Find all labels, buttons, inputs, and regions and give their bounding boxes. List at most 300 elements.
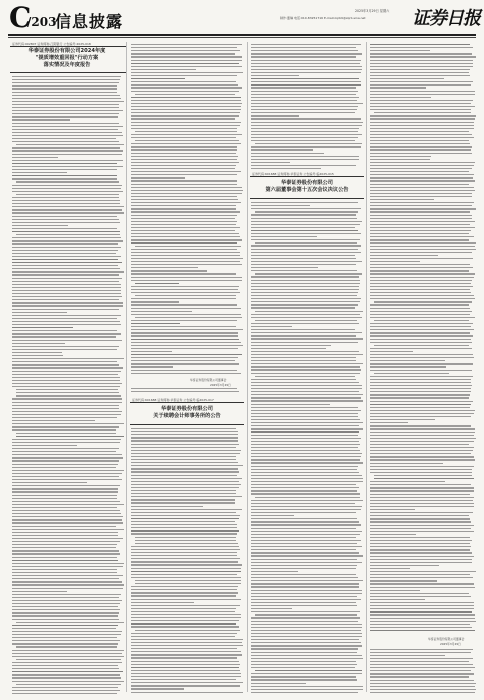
body-text-line xyxy=(131,561,238,562)
body-text-line xyxy=(370,453,471,454)
announcement-title-line: 华泰证券股份有限公司2024年度 xyxy=(28,48,106,54)
body-text-line xyxy=(12,318,117,319)
body-text-line xyxy=(370,236,474,237)
body-text-line xyxy=(251,205,310,206)
body-text-line xyxy=(370,456,474,457)
body-text-line xyxy=(12,488,118,489)
body-text-line xyxy=(370,348,472,349)
signature-company: 华泰证券股份有限公司董事会 xyxy=(428,637,465,641)
body-text-line xyxy=(12,445,77,446)
body-text-line xyxy=(131,81,236,82)
body-text-line xyxy=(251,63,360,64)
body-text-line xyxy=(135,246,241,247)
body-text-line xyxy=(370,97,431,98)
body-text-line xyxy=(131,224,236,225)
body-text-line xyxy=(135,131,237,132)
title-rule xyxy=(10,46,126,47)
body-text-line xyxy=(251,543,357,544)
body-text-line xyxy=(12,634,121,635)
body-text-line xyxy=(370,308,470,309)
body-text-line xyxy=(251,444,360,445)
body-text-line xyxy=(131,506,203,507)
body-text-line xyxy=(255,376,355,377)
body-text-line xyxy=(12,150,123,151)
body-text-line xyxy=(131,227,240,228)
body-text-line xyxy=(251,140,355,141)
body-text-line xyxy=(135,283,179,284)
body-text-line xyxy=(12,550,119,551)
body-text-line xyxy=(131,370,237,371)
body-text-line xyxy=(131,137,236,138)
body-text-line xyxy=(12,563,124,564)
body-text-line xyxy=(131,667,239,668)
body-text-line xyxy=(12,454,122,455)
body-text-line xyxy=(251,621,358,622)
body-text-line xyxy=(131,270,207,271)
body-text-line xyxy=(131,236,240,237)
body-text-line xyxy=(12,460,119,461)
body-text-line xyxy=(131,63,239,64)
body-text-line xyxy=(12,519,122,520)
body-text-line xyxy=(131,125,240,126)
body-text-line xyxy=(12,637,117,638)
body-text-line xyxy=(370,47,473,48)
announcement-code-line: 证券代码:002807 证券简称:江阴银行 公告编号:2025-018 xyxy=(12,42,91,46)
body-text-line xyxy=(12,197,119,198)
body-text-line xyxy=(370,342,472,343)
body-text-line xyxy=(12,640,120,641)
body-text-line xyxy=(251,47,356,48)
body-text-line xyxy=(251,388,362,389)
body-text-line xyxy=(370,208,476,209)
body-text-line xyxy=(12,591,67,592)
body-text-line xyxy=(251,94,356,95)
body-text-line xyxy=(370,537,470,538)
body-text-line xyxy=(251,655,362,656)
body-text-line xyxy=(370,422,408,423)
body-text-line xyxy=(12,513,121,514)
body-text-line xyxy=(12,166,123,167)
page-header xyxy=(0,0,484,46)
body-text-line xyxy=(12,507,117,508)
body-text-line xyxy=(131,592,238,593)
body-text-line xyxy=(251,106,358,107)
body-text-line xyxy=(131,177,185,178)
body-text-line xyxy=(131,568,241,569)
body-text-line xyxy=(251,435,358,436)
body-text-line xyxy=(370,614,475,615)
body-text-line xyxy=(131,357,238,358)
body-text-line xyxy=(12,501,120,502)
body-text-line xyxy=(12,110,123,111)
body-text-line xyxy=(135,317,242,318)
body-text-line xyxy=(131,484,241,485)
body-text-line xyxy=(12,271,124,272)
body-text-line xyxy=(370,599,425,600)
body-text-line xyxy=(370,332,470,333)
body-text-line xyxy=(370,329,474,330)
body-text-line xyxy=(370,664,473,665)
header-rule xyxy=(8,34,476,36)
body-text-line xyxy=(12,364,119,365)
body-text-line xyxy=(12,402,122,403)
body-text-line xyxy=(12,690,120,691)
body-text-line xyxy=(251,289,359,290)
body-text-line xyxy=(135,543,238,544)
body-text-line xyxy=(251,397,361,398)
body-text-line xyxy=(370,481,445,482)
body-text-line xyxy=(12,569,117,570)
body-text-line xyxy=(251,304,358,305)
body-text-line xyxy=(251,264,356,265)
body-text-line xyxy=(12,113,119,114)
body-text-line xyxy=(12,442,120,443)
body-text-line xyxy=(251,332,362,333)
body-text-line xyxy=(370,184,469,185)
title-rule xyxy=(250,198,364,199)
body-text-line xyxy=(251,60,361,61)
body-text-line xyxy=(12,92,117,93)
body-text-line xyxy=(12,265,118,266)
body-text-line xyxy=(251,484,356,485)
body-text-line xyxy=(370,531,474,532)
body-text-line xyxy=(370,128,474,129)
body-text-line xyxy=(131,586,238,587)
body-text-line xyxy=(251,611,360,612)
body-text-line xyxy=(251,329,355,330)
body-text-line xyxy=(370,658,473,659)
body-text-line xyxy=(370,125,474,126)
body-text-line xyxy=(12,467,116,468)
body-text-line xyxy=(131,258,243,259)
body-text-line xyxy=(12,628,116,629)
body-text-line xyxy=(370,267,473,268)
body-text-line xyxy=(370,292,471,293)
body-text-line xyxy=(370,388,471,389)
body-text-line xyxy=(12,665,118,666)
body-text-line xyxy=(12,578,119,579)
body-text-line xyxy=(131,490,236,491)
body-text-line xyxy=(131,574,237,575)
body-text-line xyxy=(251,218,357,219)
body-text-line xyxy=(370,242,476,243)
body-text-line xyxy=(12,464,118,465)
body-text-line xyxy=(370,177,473,178)
body-text-line xyxy=(12,498,117,499)
body-text-line xyxy=(12,479,122,480)
body-text-line xyxy=(255,143,362,144)
body-text-line xyxy=(12,287,121,288)
header-rule-thin xyxy=(8,37,476,38)
body-text-line xyxy=(131,648,237,649)
body-text-line xyxy=(12,451,116,452)
body-text-line xyxy=(251,84,361,85)
body-text-line xyxy=(370,565,439,566)
body-text-line xyxy=(12,225,68,226)
body-text-line xyxy=(251,552,359,553)
body-text-line xyxy=(370,376,473,377)
body-text-line xyxy=(131,360,235,361)
body-text-line xyxy=(251,404,330,405)
body-text-line xyxy=(12,175,117,176)
body-text-line xyxy=(12,346,119,347)
body-text-line xyxy=(370,174,474,175)
body-text-line xyxy=(131,187,242,188)
title-rule xyxy=(250,176,364,177)
body-text-line xyxy=(251,373,360,374)
body-text-line xyxy=(12,650,124,651)
body-text-line xyxy=(12,330,117,331)
body-text-line xyxy=(251,125,362,126)
body-text-line xyxy=(251,493,360,494)
body-text-line xyxy=(131,502,235,503)
body-text-line xyxy=(251,596,357,597)
body-text-line xyxy=(131,56,242,57)
body-text-line xyxy=(370,283,471,284)
body-text-line xyxy=(131,428,236,429)
body-text-line xyxy=(251,565,357,566)
body-text-line xyxy=(251,118,361,119)
body-text-line xyxy=(370,165,474,166)
body-text-line xyxy=(370,562,472,563)
body-text-line xyxy=(131,165,236,166)
body-text-line xyxy=(251,633,362,634)
body-text-line xyxy=(131,679,236,680)
body-text-line xyxy=(131,440,238,441)
body-text-line xyxy=(131,75,237,76)
body-text-line xyxy=(370,103,471,104)
body-text-line xyxy=(370,298,475,299)
announcement-title xyxy=(250,180,364,194)
body-text-line xyxy=(131,87,242,88)
body-text-line xyxy=(12,256,121,257)
body-text-line xyxy=(251,503,355,504)
body-text-line xyxy=(12,405,119,406)
body-text-line xyxy=(370,273,475,274)
body-text-line xyxy=(12,588,123,589)
body-text-line xyxy=(370,689,476,690)
body-text-line xyxy=(131,280,242,281)
body-text-line xyxy=(131,391,239,392)
body-text-line xyxy=(12,200,120,201)
body-text-line xyxy=(131,329,243,330)
body-text-line xyxy=(370,630,475,631)
body-text-line xyxy=(370,146,472,147)
body-text-line xyxy=(370,484,471,485)
body-text-line xyxy=(131,366,173,367)
body-text-line xyxy=(251,81,361,82)
body-text-line xyxy=(370,84,471,85)
body-text-line xyxy=(370,692,475,693)
body-text-line xyxy=(12,414,121,415)
body-text-line xyxy=(370,366,446,367)
body-text-line xyxy=(131,552,237,553)
body-text-line xyxy=(12,76,121,77)
body-text-line xyxy=(255,614,357,615)
announcement-title-line: "提质增效重回报"行动方案 xyxy=(35,55,99,61)
body-text-line xyxy=(370,106,475,107)
body-text-line xyxy=(370,230,471,231)
body-text-line xyxy=(251,162,290,163)
body-text-line xyxy=(131,354,242,355)
body-text-line xyxy=(374,112,471,113)
body-text-line xyxy=(251,605,357,606)
body-text-line xyxy=(12,398,122,399)
body-text-line xyxy=(251,53,362,54)
body-text-line xyxy=(131,351,172,352)
body-text-line xyxy=(12,386,120,387)
body-text-line xyxy=(12,560,118,561)
body-text-line xyxy=(251,270,357,271)
body-text-line xyxy=(12,408,119,409)
body-text-line xyxy=(251,599,361,600)
body-text-line xyxy=(251,159,359,160)
body-text-line xyxy=(12,476,119,477)
body-text-line xyxy=(370,81,473,82)
body-text-line xyxy=(370,649,473,650)
body-text-line xyxy=(12,557,117,558)
body-text-line xyxy=(370,211,470,212)
body-text-line xyxy=(12,485,120,486)
body-text-line xyxy=(251,577,358,578)
body-text-line xyxy=(131,533,237,534)
body-text-line xyxy=(370,131,469,132)
body-text-line xyxy=(12,172,67,173)
body-text-line xyxy=(131,118,235,119)
body-text-line xyxy=(370,407,470,408)
body-text-line xyxy=(131,128,237,129)
body-text-line xyxy=(251,661,356,662)
body-text-line xyxy=(16,389,118,390)
body-text-line xyxy=(12,600,122,601)
body-text-line xyxy=(12,532,118,533)
body-text-line xyxy=(12,290,121,291)
body-text-line xyxy=(251,69,362,70)
body-text-line xyxy=(251,236,317,237)
announcement-title-line: 第六届董事会第十五次会议决议公告 xyxy=(265,187,349,193)
body-text-line xyxy=(131,304,237,305)
body-text-line xyxy=(12,429,116,430)
body-text-line xyxy=(12,417,117,418)
body-text-line xyxy=(370,118,475,119)
body-text-line xyxy=(131,78,185,79)
body-text-line xyxy=(370,193,472,194)
body-text-line xyxy=(131,373,241,374)
body-text-line xyxy=(12,597,119,598)
body-text-line xyxy=(370,608,474,609)
body-text-line xyxy=(12,687,118,688)
body-text-line xyxy=(251,233,361,234)
body-text-line xyxy=(12,274,119,275)
body-text-line xyxy=(251,540,361,541)
body-text-line xyxy=(370,655,445,656)
body-text-line xyxy=(251,481,363,482)
body-text-line xyxy=(251,537,356,538)
body-text-line xyxy=(131,657,237,658)
body-text-line xyxy=(370,190,475,191)
title-rule xyxy=(10,72,126,73)
body-text-line xyxy=(370,249,476,250)
body-text-line xyxy=(370,466,474,467)
body-text-line xyxy=(12,674,120,675)
body-text-line xyxy=(251,630,361,631)
body-text-line xyxy=(131,555,237,556)
body-text-line xyxy=(251,214,356,215)
body-text-line xyxy=(131,512,236,513)
body-text-line xyxy=(255,311,363,312)
body-text-line xyxy=(12,693,117,694)
body-text-line xyxy=(131,171,241,172)
body-text-line xyxy=(131,530,239,531)
body-text-line xyxy=(131,676,241,677)
body-text-line xyxy=(370,583,474,584)
body-text-line xyxy=(370,605,474,606)
page-number: /203 xyxy=(27,15,57,29)
body-text-line xyxy=(251,521,359,522)
body-text-line xyxy=(12,547,116,548)
body-text-line xyxy=(251,156,359,157)
body-text-line xyxy=(251,394,363,395)
body-text-line xyxy=(251,230,358,231)
body-text-line xyxy=(131,50,240,51)
body-text-line xyxy=(251,56,356,57)
body-text-line xyxy=(370,621,476,622)
body-text-line xyxy=(251,462,363,463)
body-text-line xyxy=(131,162,239,163)
body-text-line xyxy=(370,549,470,550)
body-text-line xyxy=(370,53,472,54)
body-text-line xyxy=(251,562,362,563)
body-text-line xyxy=(131,608,236,609)
body-text-line xyxy=(251,245,361,246)
body-text-line xyxy=(131,639,243,640)
body-text-line xyxy=(131,493,236,494)
body-text-line xyxy=(370,149,471,150)
body-text-line xyxy=(131,462,238,463)
body-text-line xyxy=(12,129,118,130)
body-text-line xyxy=(370,490,474,491)
body-text-line xyxy=(370,540,472,541)
body-text-line xyxy=(374,345,469,346)
body-text-line xyxy=(251,97,359,98)
body-text-line xyxy=(251,335,356,336)
body-text-line xyxy=(131,348,238,349)
body-text-line xyxy=(370,264,470,265)
body-text-line xyxy=(12,643,118,644)
body-text-line xyxy=(370,196,472,197)
body-text-line xyxy=(131,261,240,262)
body-text-line xyxy=(131,589,237,590)
body-text-line xyxy=(12,374,118,375)
contact-line: 制作:董琳 电话:010-83251716 E-mail:zqrb9@zqrb.sina.net xyxy=(280,16,366,20)
body-text-line xyxy=(131,153,236,154)
body-text-line xyxy=(370,571,476,572)
body-text-line xyxy=(12,219,119,220)
body-text-line xyxy=(370,568,410,569)
body-text-line xyxy=(370,171,469,172)
body-text-line xyxy=(131,149,237,150)
body-text-line xyxy=(12,154,122,155)
body-text-line xyxy=(370,218,472,219)
body-text-line xyxy=(131,202,241,203)
body-text-line xyxy=(16,395,121,396)
body-text-line xyxy=(12,157,58,158)
body-text-line xyxy=(370,134,472,135)
body-text-line xyxy=(12,138,116,139)
body-text-line xyxy=(131,453,240,454)
body-text-line xyxy=(251,509,361,510)
body-text-line xyxy=(370,680,474,681)
